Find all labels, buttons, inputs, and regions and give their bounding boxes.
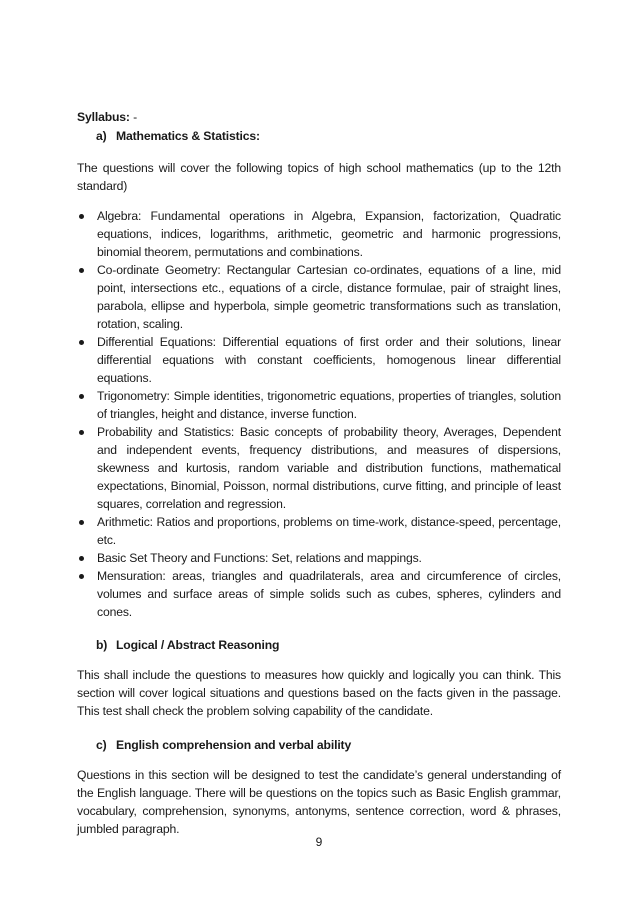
list-item-text: Trigonometry: Simple identities, trigonometric equations, properties of triangles, solution of triangles, height and distance, inverse function. <box>97 389 561 421</box>
list-item-text: Probability and Statistics: Basic concepts of probability theory, Averages, Dependent and independent events, frequency distributions, and measures of dispersions, skewness and kurtosis, random variable and distribution functions, mathematical expectations, Binomial, Poisson, normal distributions, curve fitting, and principle of least squares, correlation and regression. <box>97 425 561 511</box>
section-heading-mathematics <box>96 127 561 145</box>
list-item <box>77 549 561 567</box>
list-item <box>77 423 561 513</box>
section-title: Logical / Abstract Reasoning <box>116 638 280 652</box>
syllabus-heading <box>77 108 561 126</box>
bullet-icon <box>79 340 84 345</box>
topic-list-mathematics <box>77 207 561 621</box>
section-letter: a) <box>96 129 107 143</box>
page-content <box>77 108 561 838</box>
section-letter: b) <box>96 638 108 652</box>
list-item-text: Basic Set Theory and Functions: Set, relations and mappings. <box>97 551 422 565</box>
list-item-text: Differential Equations: Differential equations of first order and their solutions, linear differential equations with constant coefficients, homogenous linear differential equations. <box>97 335 561 385</box>
list-item-text: Arithmetic: Ratios and proportions, problems on time-work, distance-speed, percentage, etc. <box>97 515 561 547</box>
list-item <box>77 261 561 333</box>
bullet-icon <box>79 394 84 399</box>
section-intro-english: Questions in this section will be designed to test the candidate’s general understanding of the English language. There will be questions on the topics such as Basic English grammar, vocabulary, comprehension, synonyms, antonyms, sentence correction, word & phrases, jumbled paragraph. <box>77 768 561 836</box>
section-letter: c) <box>96 738 107 752</box>
bullet-icon <box>79 430 84 435</box>
list-item <box>77 207 561 261</box>
list-item-text: Algebra: Fundamental operations in Algebra, Expansion, factorization, Quadratic equations, indices, logarithms, arithmetic, geometric and harmonic progressions, binomial theorem, permutations and combinations. <box>97 209 561 259</box>
list-item <box>77 567 561 621</box>
bullet-icon <box>79 268 84 273</box>
list-item <box>77 387 561 423</box>
list-item-text: Mensuration: areas, triangles and quadrilaterals, area and circumference of circles, volumes and surface areas of simple solids such as cubes, spheres, cylinders and cones. <box>97 569 561 619</box>
syllabus-label: Syllabus: <box>77 110 130 124</box>
section-intro-logical-reasoning: This shall include the questions to measures how quickly and logically you can think. This section will cover logical situations and questions based on the facts given in the passage. This test shall check the problem solving capability of the candidate. <box>77 668 561 718</box>
list-item <box>77 333 561 387</box>
syllabus-suffix: - <box>129 110 137 124</box>
section-title: Mathematics & Statistics: <box>116 129 260 143</box>
section-intro-mathematics: The questions will cover the following topics of high school mathematics (up to the 12th standard) <box>77 161 561 193</box>
bullet-icon <box>79 520 84 525</box>
bullet-icon <box>79 574 84 579</box>
section-title: English comprehension and verbal ability <box>116 738 352 752</box>
bullet-icon <box>79 556 84 561</box>
bullet-icon <box>79 214 84 219</box>
page-number: 9 <box>315 835 323 849</box>
section-heading-english <box>96 736 561 754</box>
list-item <box>77 513 561 549</box>
list-item-text: Co-ordinate Geometry: Rectangular Cartesian co-ordinates, equations of a line, mid point, intersections etc., equations of a circle, distance formulae, pair of straight lines, parabola, ellipse and hyperbola, simple geometric transformations such as translation, rotation, scaling. <box>97 263 561 331</box>
section-heading-logical-reasoning <box>96 636 561 654</box>
